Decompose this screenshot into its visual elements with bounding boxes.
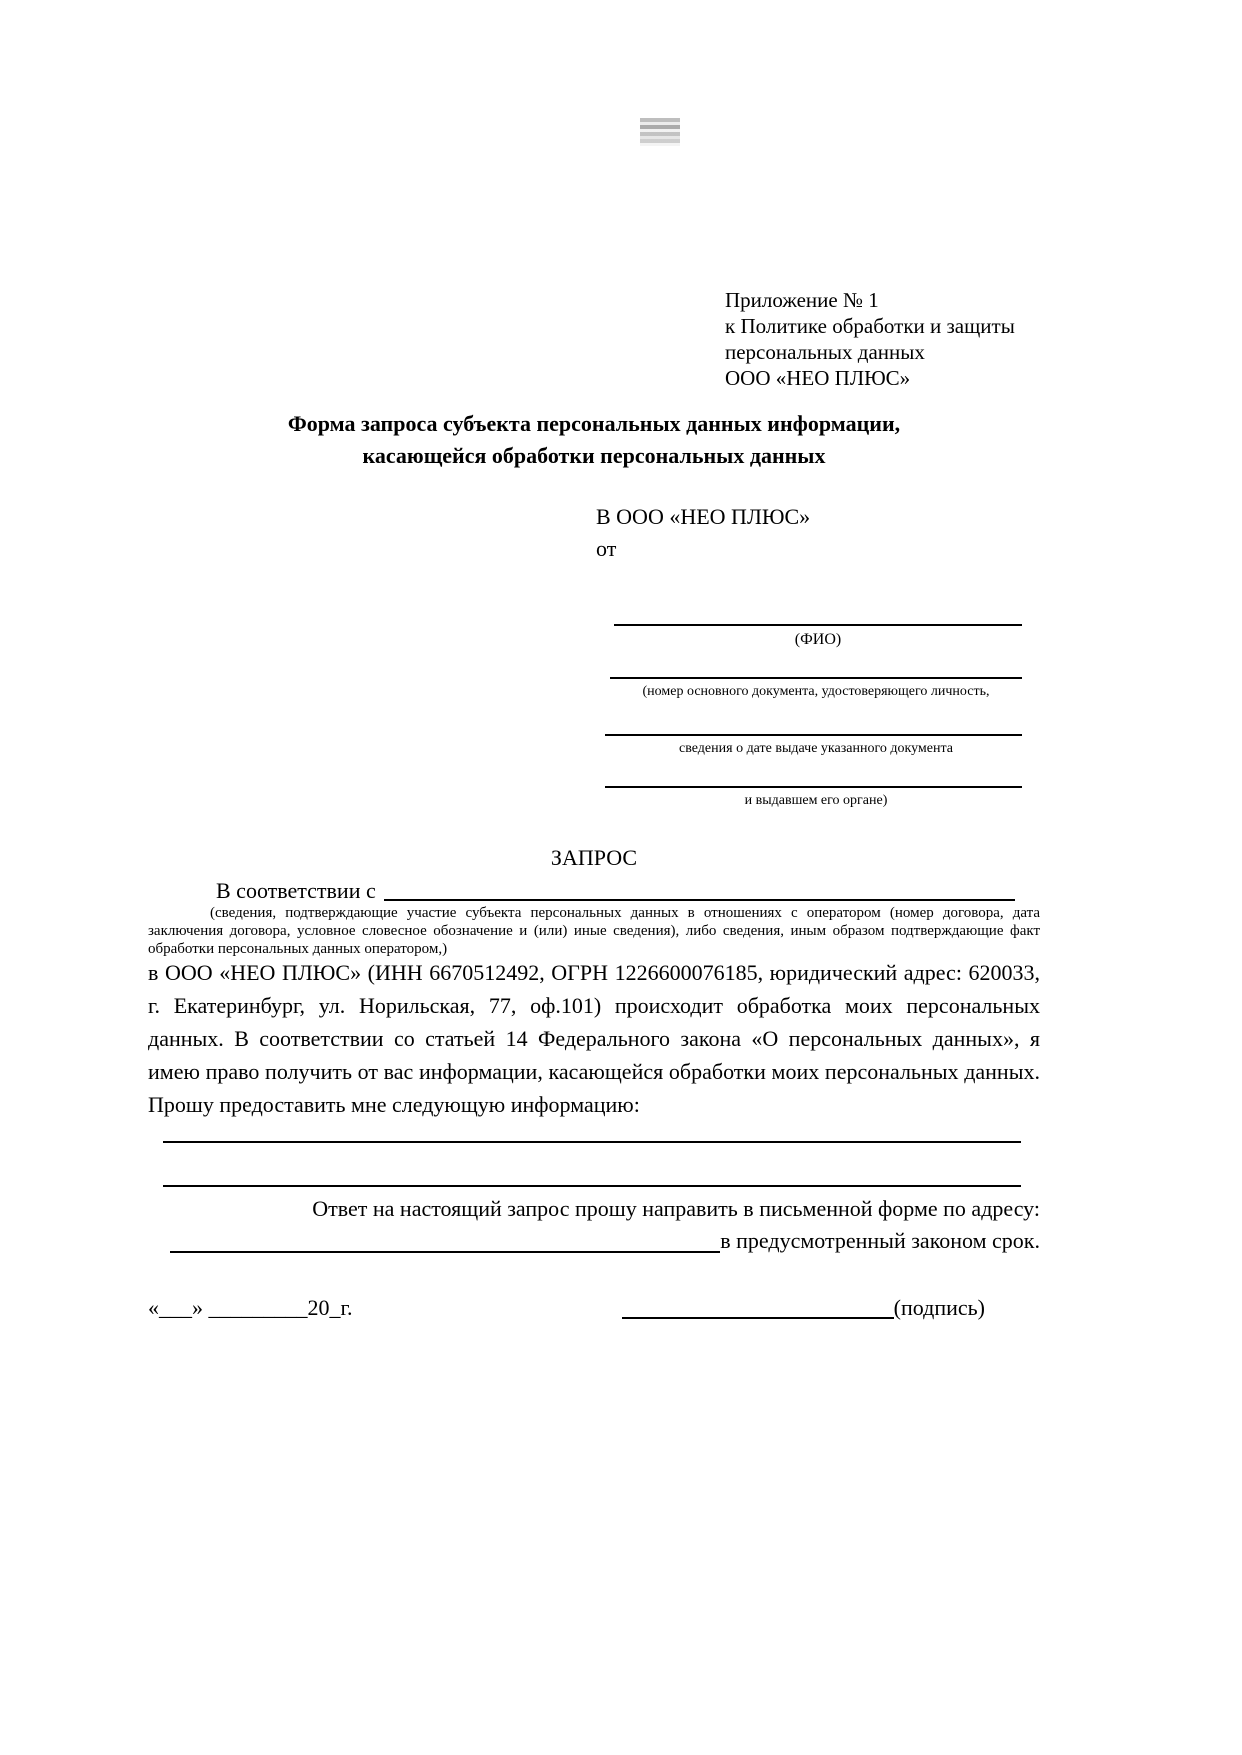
annex-reference [725,287,1015,391]
issue-date-blank-line [605,734,1022,736]
fio-caption: (ФИО) [794,631,842,648]
document-number-blank-line [610,677,1022,679]
document-title-line2: касающейся обработки персональных данных [362,443,826,468]
address-blank-line [170,1250,720,1253]
request-intro-line [148,877,1040,905]
signature-group [622,1293,985,1323]
annex-line: к Политике обработки и защиты [725,314,1015,338]
signature-blank-line [622,1316,894,1319]
issue-date-caption: сведения о дате выдаче указанного документа [679,741,953,756]
request-intro-prefix: В соответствии с [216,878,376,903]
document-title [148,408,1040,472]
request-heading: ЗАПРОС [550,845,638,870]
document-title-line1: Форма запроса субъекта персональных данных информации, [287,411,901,436]
issuing-authority-blank-line [605,786,1022,788]
letterhead-mark-image [640,118,680,146]
annex-line: Приложение № 1 [725,288,879,312]
document-number-caption: (номер основного документа, удостоверяющего личность, [642,684,990,699]
response-address-line [148,1225,1040,1257]
basis-blank-line [384,898,1015,901]
request-body-paragraph: в ООО «НЕО ПЛЮС» (ИНН 6670512492, ОГРН 1226600076185, юридический адрес: 620033, г. Екатеринбург, ул. Норильская, 77, оф.101) происходит обработка моих персональных данных. В соответствии со статьей 14 Федерального закона «О персональных данных», я имею право получить от вас информации, касающейся обработки моих персональных данных. Прошу предоставить мне следующую информацию: [148,960,1040,1117]
issuing-authority-caption: и выдавшем его органе) [744,793,888,808]
annex-line: ООО «НЕО ПЛЮС» [725,366,911,390]
basis-footnote: (сведения, подтверждающие участие субъекта персональных данных в отношениях с оператором (номер договора, дата заключения договора, условное словесное обозначение и (или) иные сведения), либо сведения, иным образом подтверждающие факт обработки персональных данных оператором,) [148,905,1040,957]
date-blank: «___» _________20_г. [148,1295,353,1320]
date-signature-row [148,1293,1040,1323]
signature-caption: (подпись) [893,1295,985,1320]
information-blank-line-2 [163,1185,1021,1187]
addressee-from-label: от [596,536,617,561]
response-term-text: в предусмотренный законом срок. [720,1228,1040,1253]
addressee-organization: В ООО «НЕО ПЛЮС» [596,504,811,529]
information-blank-line-1 [163,1141,1021,1143]
fio-blank-line [614,624,1022,626]
annex-line: персональных данных [725,340,925,364]
response-address-sentence: Ответ на настоящий запрос прошу направить в письменной форме по адресу: [312,1196,1040,1221]
